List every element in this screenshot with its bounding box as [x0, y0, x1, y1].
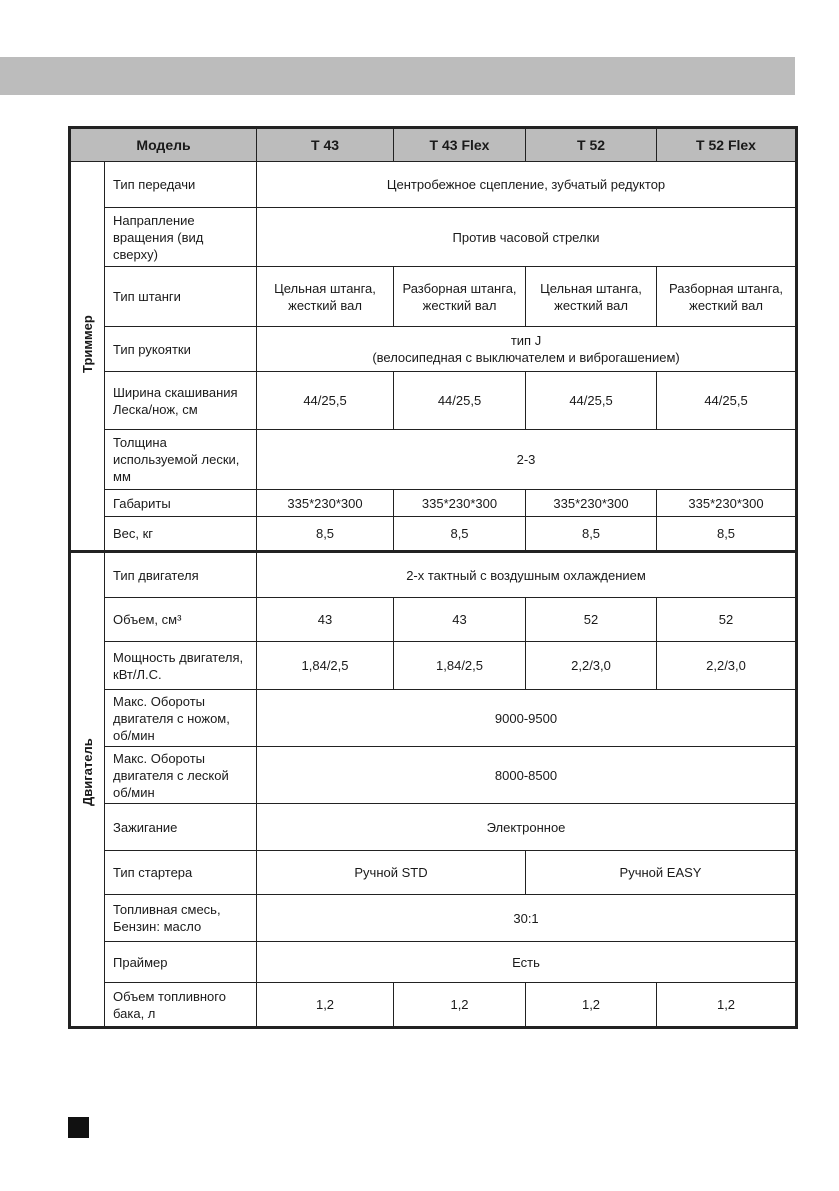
page-marker [68, 1117, 89, 1138]
cell: 8000-8500 [257, 747, 797, 804]
model-header: Модель [70, 128, 257, 162]
cell: тип J (велосипедная с выключателем и виброгашением) [257, 327, 797, 372]
cell: 9000-9500 [257, 690, 797, 747]
cell: 2-х тактный с воздушным охлаждением [257, 552, 797, 598]
table-row [70, 747, 797, 804]
cell: Цельная штанга, жесткий вал [257, 267, 394, 327]
cell: 8,5 [257, 517, 394, 552]
cell: Ручной STD [257, 851, 526, 895]
cell: 44/25,5 [394, 372, 526, 430]
table-row [70, 430, 797, 490]
cell: 2,2/3,0 [526, 642, 657, 690]
row-label: Габариты [105, 490, 257, 517]
row-label: Объем топливного бака, л [105, 983, 257, 1028]
model-col: T 52 Flex [657, 128, 797, 162]
row-label: Напрапление вращения (вид сверху) [105, 208, 257, 267]
table-row [70, 804, 797, 851]
table-row [70, 598, 797, 642]
cell: 1,2 [394, 983, 526, 1028]
section-engine: Двигатель [70, 552, 105, 1028]
row-label: Объем, см³ [105, 598, 257, 642]
table-row [70, 372, 797, 430]
cell: 8,5 [657, 517, 797, 552]
cell: Электронное [257, 804, 797, 851]
cell: 1,84/2,5 [394, 642, 526, 690]
table-row [70, 208, 797, 267]
cell: Есть [257, 942, 797, 983]
table-row [70, 895, 797, 942]
table-row [70, 517, 797, 552]
row-label: Ширина скашивания Леска/нож, см [105, 372, 257, 430]
cell: 335*230*300 [394, 490, 526, 517]
table-row [70, 327, 797, 372]
cell: Ручной EASY [526, 851, 797, 895]
model-col: T 43 [257, 128, 394, 162]
row-label: Праймер [105, 942, 257, 983]
model-col: T 43 Flex [394, 128, 526, 162]
row-label: Тип двигателя [105, 552, 257, 598]
row-label: Топливная смесь, Бензин: масло [105, 895, 257, 942]
row-label: Толщина используемой лески, мм [105, 430, 257, 490]
cell: Разборная штанга, жесткий вал [394, 267, 526, 327]
header-bar [0, 57, 795, 95]
cell: 43 [394, 598, 526, 642]
section-trimmer: Триммер [70, 162, 105, 552]
cell: Разборная штанга, жесткий вал [657, 267, 797, 327]
cell: Против часовой стрелки [257, 208, 797, 267]
row-label: Макс. Обороты двигателя с ножом, об/мин [105, 690, 257, 747]
cell: 52 [526, 598, 657, 642]
row-label: Зажигание [105, 804, 257, 851]
cell: 1,2 [657, 983, 797, 1028]
cell: 30:1 [257, 895, 797, 942]
cell: 2-3 [257, 430, 797, 490]
cell: 44/25,5 [657, 372, 797, 430]
cell: 2,2/3,0 [657, 642, 797, 690]
cell: 335*230*300 [526, 490, 657, 517]
table-row [70, 642, 797, 690]
table-row [70, 851, 797, 895]
cell: 43 [257, 598, 394, 642]
cell: 1,2 [526, 983, 657, 1028]
table-row [70, 942, 797, 983]
table-row [70, 490, 797, 517]
table-row [70, 267, 797, 327]
model-col: T 52 [526, 128, 657, 162]
cell: 1,2 [257, 983, 394, 1028]
cell: 8,5 [526, 517, 657, 552]
cell: Цельная штанга, жесткий вал [526, 267, 657, 327]
row-label: Тип передачи [105, 162, 257, 208]
row-label: Тип штанги [105, 267, 257, 327]
cell: 1,84/2,5 [257, 642, 394, 690]
row-label: Вес, кг [105, 517, 257, 552]
table-row [70, 690, 797, 747]
table-row [70, 552, 797, 598]
cell: 335*230*300 [657, 490, 797, 517]
table-row [70, 983, 797, 1028]
cell: 44/25,5 [526, 372, 657, 430]
specs-table [68, 126, 798, 1029]
cell: 8,5 [394, 517, 526, 552]
cell: Центробежное сцепление, зубчатый редуктор [257, 162, 797, 208]
row-label: Тип стартера [105, 851, 257, 895]
table-header-row [70, 128, 797, 162]
cell: 52 [657, 598, 797, 642]
table-row [70, 162, 797, 208]
row-label: Мощность двигателя, кВт/Л.С. [105, 642, 257, 690]
cell: 44/25,5 [257, 372, 394, 430]
row-label: Тип рукоятки [105, 327, 257, 372]
row-label: Макс. Обороты двигателя с леской об/мин [105, 747, 257, 804]
cell: 335*230*300 [257, 490, 394, 517]
